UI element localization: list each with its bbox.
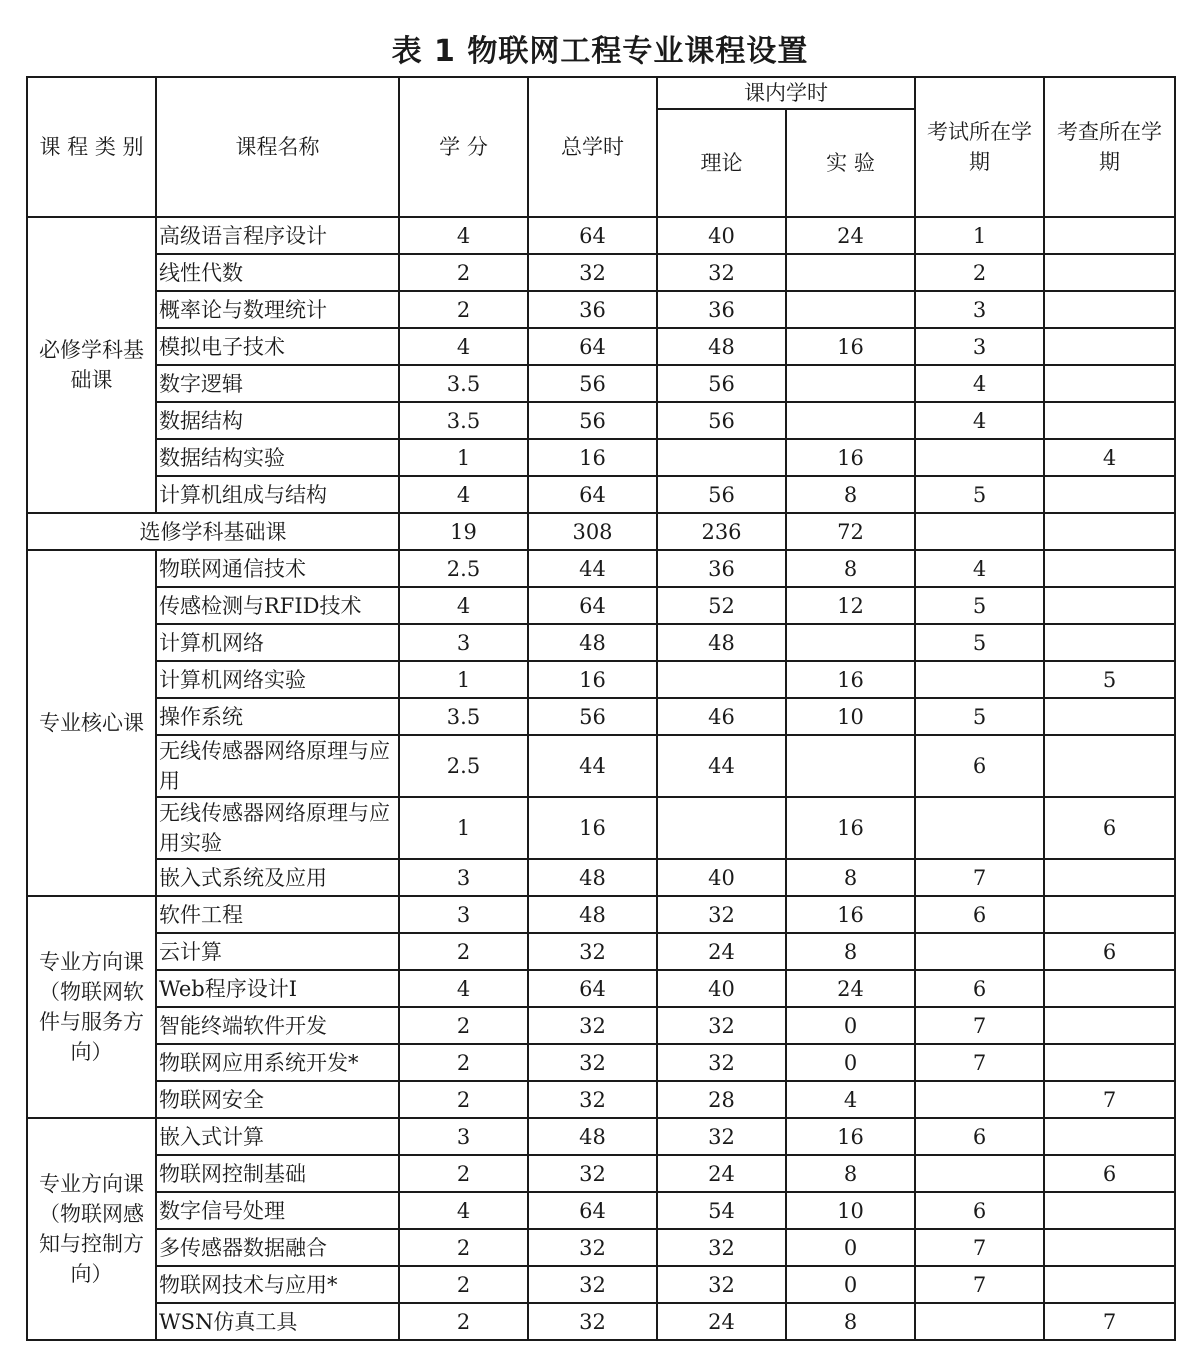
course-name-cell: 物联网技术与应用* xyxy=(156,1266,399,1303)
course-name-cell: 模拟电子技术 xyxy=(156,328,399,365)
header-category: 课 程 类 别 xyxy=(27,77,156,217)
cell-credits: 2 xyxy=(399,1081,528,1118)
cell-lab: 12 xyxy=(786,587,915,624)
cell-total: 64 xyxy=(528,476,657,513)
cell-total: 56 xyxy=(528,402,657,439)
cell-lab xyxy=(786,291,915,328)
cell-exam: 7 xyxy=(915,859,1044,896)
cell-credits: 3 xyxy=(399,859,528,896)
table-row xyxy=(27,933,1175,970)
cell-exam xyxy=(915,513,1044,550)
cell-lab xyxy=(786,624,915,661)
table-row xyxy=(27,328,1175,365)
course-name-cell: 数字逻辑 xyxy=(156,365,399,402)
header-total-hours: 总学时 xyxy=(528,77,657,217)
cell-credits: 4 xyxy=(399,1192,528,1229)
category-cell: 选修学科基础课 xyxy=(27,513,399,550)
cell-lab: 8 xyxy=(786,933,915,970)
cell-total: 64 xyxy=(528,1192,657,1229)
course-name-cell: 云计算 xyxy=(156,933,399,970)
course-name-cell: 概率论与数理统计 xyxy=(156,291,399,328)
cell-theory: 32 xyxy=(657,1044,786,1081)
course-name-cell: 无线传感器网络原理与应用 xyxy=(156,735,399,797)
cell-lab xyxy=(786,365,915,402)
table-row xyxy=(27,291,1175,328)
table-row xyxy=(27,550,1175,587)
cell-lab: 8 xyxy=(786,476,915,513)
cell-theory: 48 xyxy=(657,624,786,661)
table-row xyxy=(27,1229,1175,1266)
cell-credits: 1 xyxy=(399,797,528,859)
course-name-cell: 线性代数 xyxy=(156,254,399,291)
course-name-cell: 操作系统 xyxy=(156,698,399,735)
cell-exam: 5 xyxy=(915,698,1044,735)
cell-credits: 4 xyxy=(399,217,528,254)
category-cell: 专业方向课（物联网感知与控制方向） xyxy=(27,1118,156,1340)
cell-check xyxy=(1044,402,1175,439)
cell-credits: 1 xyxy=(399,439,528,476)
cell-exam: 2 xyxy=(915,254,1044,291)
cell-theory: 48 xyxy=(657,328,786,365)
course-name-cell: 智能终端软件开发 xyxy=(156,1007,399,1044)
cell-credits: 2 xyxy=(399,254,528,291)
cell-check xyxy=(1044,624,1175,661)
cell-exam xyxy=(915,933,1044,970)
cell-theory: 32 xyxy=(657,1118,786,1155)
cell-lab: 16 xyxy=(786,797,915,859)
cell-total: 48 xyxy=(528,859,657,896)
cell-theory: 56 xyxy=(657,476,786,513)
table-title: 表 1 物联网工程专业课程设置 xyxy=(391,34,809,69)
cell-lab xyxy=(786,735,915,797)
cell-credits: 4 xyxy=(399,476,528,513)
cell-theory: 32 xyxy=(657,1007,786,1044)
table-row xyxy=(27,1192,1175,1229)
cell-lab: 10 xyxy=(786,1192,915,1229)
course-name-cell: 软件工程 xyxy=(156,896,399,933)
cell-exam xyxy=(915,439,1044,476)
cell-exam: 6 xyxy=(915,735,1044,797)
cell-lab: 10 xyxy=(786,698,915,735)
cell-lab: 16 xyxy=(786,328,915,365)
cell-theory: 32 xyxy=(657,1229,786,1266)
course-name-cell: 传感检测与RFID技术 xyxy=(156,587,399,624)
cell-lab: 72 xyxy=(786,513,915,550)
cell-total: 308 xyxy=(528,513,657,550)
cell-check xyxy=(1044,1044,1175,1081)
cell-lab: 0 xyxy=(786,1007,915,1044)
cell-exam: 7 xyxy=(915,1229,1044,1266)
cell-theory: 40 xyxy=(657,859,786,896)
cell-total: 48 xyxy=(528,624,657,661)
table-row xyxy=(27,254,1175,291)
cell-credits: 3.5 xyxy=(399,365,528,402)
table-row xyxy=(27,439,1175,476)
cell-check xyxy=(1044,328,1175,365)
course-name-cell: 计算机网络实验 xyxy=(156,661,399,698)
course-name-cell: 嵌入式系统及应用 xyxy=(156,859,399,896)
course-name-cell: 物联网应用系统开发* xyxy=(156,1044,399,1081)
table-header xyxy=(27,77,1175,217)
cell-check xyxy=(1044,859,1175,896)
table-row xyxy=(27,1044,1175,1081)
cell-check xyxy=(1044,1118,1175,1155)
header-check-term: 考查所在学期 xyxy=(1044,77,1175,217)
cell-exam: 6 xyxy=(915,896,1044,933)
cell-lab: 8 xyxy=(786,859,915,896)
cell-credits: 2.5 xyxy=(399,735,528,797)
cell-credits: 3 xyxy=(399,624,528,661)
cell-theory xyxy=(657,661,786,698)
cell-check xyxy=(1044,254,1175,291)
cell-theory: 56 xyxy=(657,365,786,402)
table-row xyxy=(27,970,1175,1007)
cell-credits: 4 xyxy=(399,970,528,1007)
cell-credits: 2 xyxy=(399,291,528,328)
cell-credits: 3 xyxy=(399,896,528,933)
cell-check xyxy=(1044,698,1175,735)
cell-check: 5 xyxy=(1044,661,1175,698)
cell-theory: 44 xyxy=(657,735,786,797)
cell-check xyxy=(1044,1229,1175,1266)
cell-theory: 24 xyxy=(657,1155,786,1192)
cell-theory: 24 xyxy=(657,933,786,970)
cell-theory: 56 xyxy=(657,402,786,439)
cell-check: 7 xyxy=(1044,1303,1175,1340)
cell-credits: 1 xyxy=(399,661,528,698)
header-course-name: 课程名称 xyxy=(156,77,399,217)
cell-total: 32 xyxy=(528,1303,657,1340)
cell-total: 32 xyxy=(528,1266,657,1303)
cell-check: 6 xyxy=(1044,797,1175,859)
cell-lab: 8 xyxy=(786,550,915,587)
cell-check: 6 xyxy=(1044,933,1175,970)
course-name-cell: 计算机网络 xyxy=(156,624,399,661)
cell-exam xyxy=(915,797,1044,859)
cell-credits: 19 xyxy=(399,513,528,550)
cell-total: 32 xyxy=(528,1044,657,1081)
cell-credits: 3 xyxy=(399,1118,528,1155)
table-row xyxy=(27,1081,1175,1118)
cell-total: 16 xyxy=(528,439,657,476)
cell-credits: 2 xyxy=(399,1303,528,1340)
cell-exam xyxy=(915,1303,1044,1340)
cell-lab: 16 xyxy=(786,661,915,698)
table-row xyxy=(27,797,1175,859)
cell-exam: 7 xyxy=(915,1266,1044,1303)
cell-lab: 16 xyxy=(786,896,915,933)
cell-lab: 8 xyxy=(786,1155,915,1192)
table-row xyxy=(27,402,1175,439)
table-row xyxy=(27,859,1175,896)
cell-exam: 6 xyxy=(915,970,1044,1007)
cell-check xyxy=(1044,513,1175,550)
cell-theory: 36 xyxy=(657,291,786,328)
cell-lab: 0 xyxy=(786,1229,915,1266)
cell-total: 64 xyxy=(528,328,657,365)
table-row xyxy=(27,365,1175,402)
cell-theory: 24 xyxy=(657,1303,786,1340)
header-class-hours: 课内学时 xyxy=(657,77,915,109)
cell-check xyxy=(1044,291,1175,328)
course-name-cell: Web程序设计I xyxy=(156,970,399,1007)
table-row xyxy=(27,513,1175,550)
cell-exam: 3 xyxy=(915,328,1044,365)
cell-theory: 236 xyxy=(657,513,786,550)
cell-check xyxy=(1044,217,1175,254)
table-row xyxy=(27,1266,1175,1303)
cell-exam xyxy=(915,1081,1044,1118)
course-name-cell: 物联网通信技术 xyxy=(156,550,399,587)
cell-check: 4 xyxy=(1044,439,1175,476)
cell-exam: 6 xyxy=(915,1118,1044,1155)
table-row xyxy=(27,1155,1175,1192)
cell-theory: 40 xyxy=(657,970,786,1007)
cell-lab: 24 xyxy=(786,970,915,1007)
cell-check xyxy=(1044,365,1175,402)
cell-credits: 2 xyxy=(399,1155,528,1192)
course-name-cell: 数据结构实验 xyxy=(156,439,399,476)
cell-check: 6 xyxy=(1044,1155,1175,1192)
cell-exam: 4 xyxy=(915,365,1044,402)
cell-total: 44 xyxy=(528,550,657,587)
cell-theory: 32 xyxy=(657,254,786,291)
cell-total: 48 xyxy=(528,1118,657,1155)
header-experiment: 实 验 xyxy=(786,109,915,217)
cell-exam xyxy=(915,661,1044,698)
cell-exam: 3 xyxy=(915,291,1044,328)
cell-credits: 4 xyxy=(399,587,528,624)
cell-lab: 16 xyxy=(786,1118,915,1155)
cell-total: 32 xyxy=(528,1229,657,1266)
cell-check xyxy=(1044,587,1175,624)
table-row xyxy=(27,698,1175,735)
cell-total: 32 xyxy=(528,1155,657,1192)
table-row xyxy=(27,624,1175,661)
cell-theory: 32 xyxy=(657,896,786,933)
cell-exam: 5 xyxy=(915,476,1044,513)
category-cell: 专业方向课（物联网软件与服务方向） xyxy=(27,896,156,1118)
cell-check xyxy=(1044,735,1175,797)
course-name-cell: 物联网安全 xyxy=(156,1081,399,1118)
table-row xyxy=(27,1118,1175,1155)
cell-lab xyxy=(786,254,915,291)
cell-credits: 2 xyxy=(399,1266,528,1303)
header-exam-term: 考试所在学期 xyxy=(915,77,1044,217)
cell-total: 32 xyxy=(528,254,657,291)
cell-total: 48 xyxy=(528,896,657,933)
cell-theory xyxy=(657,439,786,476)
course-name-cell: 嵌入式计算 xyxy=(156,1118,399,1155)
cell-credits: 2.5 xyxy=(399,550,528,587)
course-name-cell: 计算机组成与结构 xyxy=(156,476,399,513)
cell-check xyxy=(1044,1192,1175,1229)
cell-check xyxy=(1044,550,1175,587)
cell-credits: 2 xyxy=(399,1229,528,1266)
cell-lab: 16 xyxy=(786,439,915,476)
cell-lab: 4 xyxy=(786,1081,915,1118)
cell-exam: 5 xyxy=(915,587,1044,624)
cell-theory: 28 xyxy=(657,1081,786,1118)
cell-total: 32 xyxy=(528,933,657,970)
table-body xyxy=(27,217,1175,1340)
cell-theory xyxy=(657,797,786,859)
cell-lab: 0 xyxy=(786,1266,915,1303)
course-name-cell: 多传感器数据融合 xyxy=(156,1229,399,1266)
cell-total: 16 xyxy=(528,661,657,698)
cell-theory: 32 xyxy=(657,1266,786,1303)
cell-credits: 2 xyxy=(399,1044,528,1081)
cell-total: 64 xyxy=(528,587,657,624)
cell-total: 32 xyxy=(528,1081,657,1118)
cell-total: 64 xyxy=(528,970,657,1007)
cell-total: 64 xyxy=(528,217,657,254)
table-row xyxy=(27,1007,1175,1044)
category-cell: 专业核心课 xyxy=(27,550,156,896)
cell-theory: 54 xyxy=(657,1192,786,1229)
cell-total: 16 xyxy=(528,797,657,859)
table-row xyxy=(27,217,1175,254)
cell-check: 7 xyxy=(1044,1081,1175,1118)
cell-check xyxy=(1044,476,1175,513)
table-row xyxy=(27,476,1175,513)
course-name-cell: 物联网控制基础 xyxy=(156,1155,399,1192)
cell-exam: 5 xyxy=(915,624,1044,661)
cell-exam: 7 xyxy=(915,1007,1044,1044)
category-cell: 必修学科基础课 xyxy=(27,217,156,513)
cell-exam: 4 xyxy=(915,402,1044,439)
header-theory: 理论 xyxy=(657,109,786,217)
course-name-cell: 数字信号处理 xyxy=(156,1192,399,1229)
cell-credits: 3.5 xyxy=(399,698,528,735)
cell-check xyxy=(1044,1007,1175,1044)
cell-total: 32 xyxy=(528,1007,657,1044)
course-name-cell: WSN仿真工具 xyxy=(156,1303,399,1340)
table-row xyxy=(27,661,1175,698)
cell-exam: 6 xyxy=(915,1192,1044,1229)
cell-lab: 8 xyxy=(786,1303,915,1340)
cell-exam: 1 xyxy=(915,217,1044,254)
cell-theory: 36 xyxy=(657,550,786,587)
cell-theory: 40 xyxy=(657,217,786,254)
cell-credits: 3.5 xyxy=(399,402,528,439)
cell-exam: 7 xyxy=(915,1044,1044,1081)
cell-theory: 46 xyxy=(657,698,786,735)
course-name-cell: 高级语言程序设计 xyxy=(156,217,399,254)
cell-exam: 4 xyxy=(915,550,1044,587)
table-row xyxy=(27,1303,1175,1340)
cell-theory: 52 xyxy=(657,587,786,624)
header-credits: 学 分 xyxy=(399,77,528,217)
course-name-cell: 数据结构 xyxy=(156,402,399,439)
cell-credits: 4 xyxy=(399,328,528,365)
cell-lab: 0 xyxy=(786,1044,915,1081)
table-row xyxy=(27,735,1175,797)
course-name-cell: 无线传感器网络原理与应用实验 xyxy=(156,797,399,859)
cell-lab: 24 xyxy=(786,217,915,254)
cell-credits: 2 xyxy=(399,1007,528,1044)
cell-check xyxy=(1044,970,1175,1007)
cell-check xyxy=(1044,896,1175,933)
cell-total: 44 xyxy=(528,735,657,797)
table-row xyxy=(27,587,1175,624)
cell-total: 56 xyxy=(528,365,657,402)
cell-total: 56 xyxy=(528,698,657,735)
cell-total: 36 xyxy=(528,291,657,328)
cell-lab xyxy=(786,402,915,439)
cell-exam xyxy=(915,1155,1044,1192)
course-table xyxy=(26,76,1176,1341)
cell-check xyxy=(1044,1266,1175,1303)
cell-credits: 2 xyxy=(399,933,528,970)
table-row xyxy=(27,896,1175,933)
